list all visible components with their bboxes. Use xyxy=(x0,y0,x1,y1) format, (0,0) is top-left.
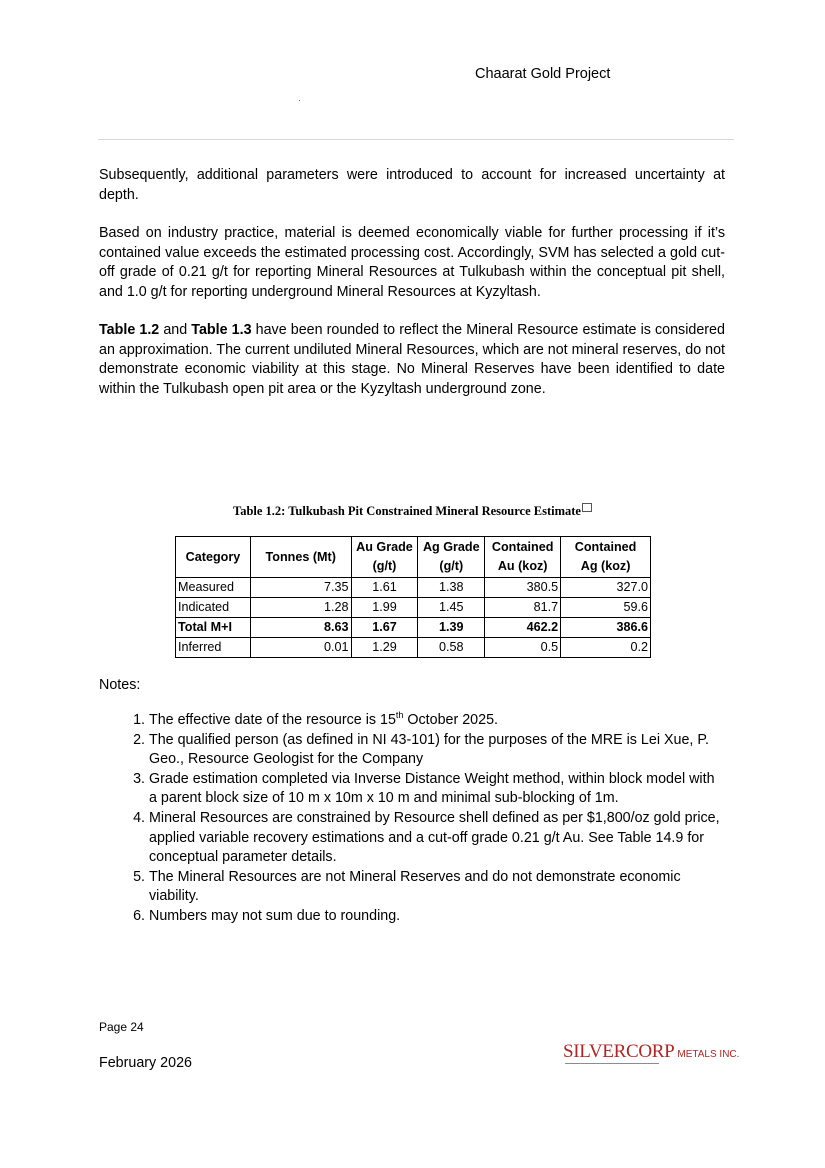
replacement-glyph-icon xyxy=(582,503,592,512)
list-item: 4. Mineral Resources are constrained by Resource shell defined as per $1,800/oz gold price, applied variable recovery estimations and a cut-off grade 0.21 g/t Au. See Table 14.9 for conceptual parameter details. xyxy=(149,809,725,868)
list-item xyxy=(149,711,725,731)
header-ag-grade xyxy=(418,537,485,578)
header-au-grade xyxy=(351,537,418,578)
cell-contained-ag: 327.0 xyxy=(561,578,651,598)
cell-au-grade: 1.67 xyxy=(351,618,418,638)
logo-underline xyxy=(565,1063,659,1064)
cell-category: Indicated xyxy=(176,598,251,618)
note-1-superscript: th xyxy=(395,710,404,721)
list-item: 2. The qualified person (as defined in NI 43-101) for the purposes of the MRE is Lei Xue, P. Geo., Resource Geologist for the Company xyxy=(149,731,725,770)
paragraph-cutoff-grade: Based on industry practice, material is deemed economically viable for further processing if it’s contained value exceeds the estimated processing cost. Accordingly, SVM has selected a gold cut-off grade of 0.21 g/t for reporting Mineral Resources at Tulkubash within the conceptual pit shell, and 1.0 g/t for reporting underground Mineral Resources at Kyzyltash. xyxy=(99,225,725,301)
paragraph-rounding-text: have been rounded to reflect the Mineral Resource estimate is considered an approximation. The current undiluted Mineral Resources, which are not mineral reserves, do not demonstrate economic viability at this stage. No Mineral Reserves have been identified to date within the Tulkubash open pit area or the Kyzyltash underground zone. xyxy=(99,322,725,398)
table-caption xyxy=(0,503,825,519)
table-row-total xyxy=(176,618,651,638)
table-row xyxy=(176,638,651,658)
table-1-3-reference: Table 1.3 xyxy=(191,322,252,338)
cell-au-grade: 1.61 xyxy=(351,578,418,598)
stray-dot xyxy=(299,100,300,101)
table-row xyxy=(176,598,651,618)
cell-contained-au: 0.5 xyxy=(485,638,561,658)
cell-ag-grade: 0.58 xyxy=(418,638,485,658)
table-caption-text: Table 1.2: Tulkubash Pit Constrained Mineral Resource Estimate xyxy=(233,504,581,518)
cell-tonnes: 7.35 xyxy=(250,578,351,598)
list-item: 5. The Mineral Resources are not Mineral Reserves and do not demonstrate economic viability. xyxy=(149,868,725,907)
logo-brand: SILVERCORP xyxy=(563,1041,675,1062)
cell-ag-grade: 1.38 xyxy=(418,578,485,598)
footer-date: February 2026 xyxy=(99,1055,192,1071)
header-ag-grade-line1: Ag Grade xyxy=(422,540,480,554)
cell-contained-ag: 0.2 xyxy=(561,638,651,658)
page-number: Page 24 xyxy=(99,1020,144,1034)
table-1-2-reference: Table 1.2 xyxy=(99,322,160,338)
table-row xyxy=(176,578,651,598)
cell-au-grade: 1.29 xyxy=(351,638,418,658)
mineral-resource-table xyxy=(175,536,651,658)
note-1-text: The effective date of the resource is 15 xyxy=(149,712,396,728)
cell-ag-grade: 1.45 xyxy=(418,598,485,618)
header-contained-ag xyxy=(561,537,651,578)
logo-subtitle: METALS INC. xyxy=(677,1049,740,1060)
paragraph-depth-uncertainty: Subsequently, additional parameters were introduced to account for increased uncertainty at depth. xyxy=(99,167,725,203)
header-contained-ag-line2: Ag (koz) xyxy=(580,559,631,573)
note-1-text-end: October 2025. xyxy=(403,712,498,728)
silvercorp-logo xyxy=(563,1041,739,1063)
header-au-grade-line1: Au Grade xyxy=(356,540,413,554)
cell-category: Measured xyxy=(176,578,251,598)
table-header-row xyxy=(176,537,651,578)
header-project-title: Chaarat Gold Project xyxy=(475,66,611,82)
cell-contained-au: 81.7 xyxy=(485,598,561,618)
cell-tonnes: 0.01 xyxy=(250,638,351,658)
notes-label: Notes: xyxy=(99,677,141,693)
list-item: 6. Numbers may not sum due to rounding. xyxy=(149,907,725,927)
cell-au-grade: 1.99 xyxy=(351,598,418,618)
cell-contained-ag: 59.6 xyxy=(561,598,651,618)
header-contained-au-line2: Au (koz) xyxy=(497,559,548,573)
cell-category: Inferred xyxy=(176,638,251,658)
cell-tonnes: 1.28 xyxy=(250,598,351,618)
notes-list xyxy=(100,711,725,927)
header-contained-au-line1: Contained xyxy=(491,540,554,554)
cell-contained-au: 462.2 xyxy=(485,618,561,638)
cell-contained-ag: 386.6 xyxy=(561,618,651,638)
paragraph-rounding xyxy=(99,321,725,400)
paragraph-and: and xyxy=(159,322,192,338)
header-category: Category xyxy=(176,537,251,578)
header-ag-grade-line2: (g/t) xyxy=(439,559,464,573)
header-contained-au xyxy=(485,537,561,578)
list-item: 3. Grade estimation completed via Inverse Distance Weight method, within block model with a parent block size of 10 m x 10m x 10 m and minimal sub-blocking of 1m. xyxy=(149,770,725,809)
header-tonnes: Tonnes (Mt) xyxy=(250,537,351,578)
cell-tonnes: 8.63 xyxy=(250,618,351,638)
cell-category: Total M+I xyxy=(176,618,251,638)
header-contained-ag-line1: Contained xyxy=(574,540,637,554)
cell-ag-grade: 1.39 xyxy=(418,618,485,638)
header-divider xyxy=(98,139,734,140)
cell-contained-au: 380.5 xyxy=(485,578,561,598)
header-au-grade-line2: (g/t) xyxy=(372,559,397,573)
